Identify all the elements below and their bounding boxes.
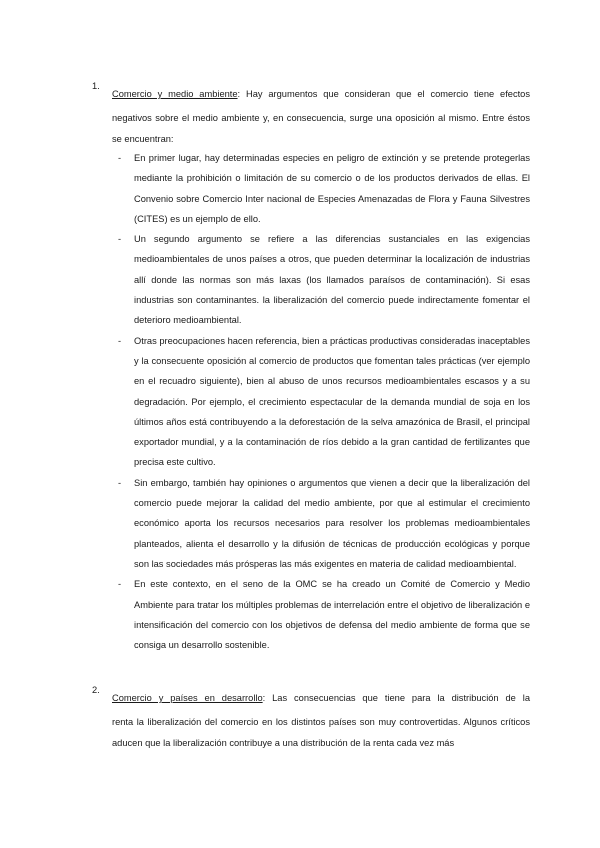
section-2	[92, 685, 530, 754]
section-body-text: negativos sobre el medio ambiente y, en consecuencia, surge una oposición al mismo. Entre éstos se encuentran:	[112, 113, 530, 144]
section-1-bullet-list	[118, 148, 530, 655]
section-title: Comercio y medio ambiente	[112, 89, 238, 99]
section-first-line	[112, 81, 530, 108]
list-item-text: En este contexto, en el seno de la OMC se ha creado un Comité de Comercio y Medio Ambiente para tratar los múltiples problemas de interrelación entre el objetivo de liberalización e intensificación del comercio con los objetivos de defensa del medio ambiente de forma que se consiga un desarrollo sostenible.	[134, 579, 530, 651]
dash-bullet-icon: -	[118, 579, 122, 590]
section-body-text: renta la liberalización del comercio en los distintos países son muy controvertidas. Algunos críticos aducen que la liberalización contribuye a una distribución de la renta cada vez más	[112, 717, 530, 748]
dash-bullet-icon: -	[118, 335, 122, 346]
section-intro-text: : Las consecuencias que tiene para la distribución de la	[262, 693, 530, 703]
section-intro-text: : Hay argumentos que consideran que el comercio tiene efectos	[237, 89, 530, 99]
section-title: Comercio y países en desarrollo	[112, 693, 263, 703]
list-item	[118, 148, 530, 229]
list-item	[118, 473, 530, 574]
list-item	[118, 229, 530, 330]
section-number: 2.	[92, 685, 100, 695]
section-paragraph	[112, 81, 530, 150]
list-item-text: Otras preocupaciones hacen referencia, bien a prácticas productivas consideradas inaceptables y la consecuente oposición al comercio de productos que fomentan tales prácticas (ver ejemplo en el recuadro siguiente), bien al abuso de unos recursos medioambientales escasos y a su degradación. Por ejemplo, el crecimiento espectacular de la demanda mundial de soja en los últimos años está contribuyendo a la deforestación de la selva amazónica de Brasil, el principal exportador mundial, y a la contaminación de ríos debido a la gran cantidad de fertilizantes que precisa este cultivo.	[134, 335, 530, 468]
dash-bullet-icon: -	[118, 153, 122, 163]
section-paragraph	[112, 685, 530, 754]
list-item-text: En primer lugar, hay determinadas especies en peligro de extinción y se pretende protegerlas mediante la prohibición o limitación de su comercio o de los productos derivados de ellas. El Convenio sobre Comercio Inter nacional de Especies Amenazadas de Flora y Fauna Silvestres (CITES) es un ejemplo de ello.	[134, 153, 530, 224]
section-1	[92, 81, 530, 150]
dash-bullet-icon: -	[118, 477, 122, 488]
list-item	[118, 331, 530, 473]
list-item-text: Sin embargo, también hay opiniones o argumentos que vienen a decir que la liberalización del comercio puede mejorar la calidad del medio ambiente, por que al estimular el crecimiento económico aporta los recursos necesarios para resolver los problemas medioambientales planteados, alienta el desarrollo y la difusión de técnicas de producción ecológicas y porque son las sociedades más prósperas las más exigentes en materia de calidad medioambiental.	[134, 477, 530, 569]
list-item-text: Un segundo argumento se refiere a las diferencias sustanciales en las exigencias medioambientales de unos países a otros, que pueden determinar la localización de industrias allí donde las normas son más laxas (los llamados paraísos de contaminación). Si esas industrias son contaminantes. la liberalización del comercio puede indirectamente fomentar el deterioro medioambiental.	[134, 234, 530, 326]
section-first-line	[112, 685, 530, 712]
list-item	[118, 574, 530, 655]
dash-bullet-icon: -	[118, 234, 122, 245]
section-number: 1.	[92, 81, 100, 91]
